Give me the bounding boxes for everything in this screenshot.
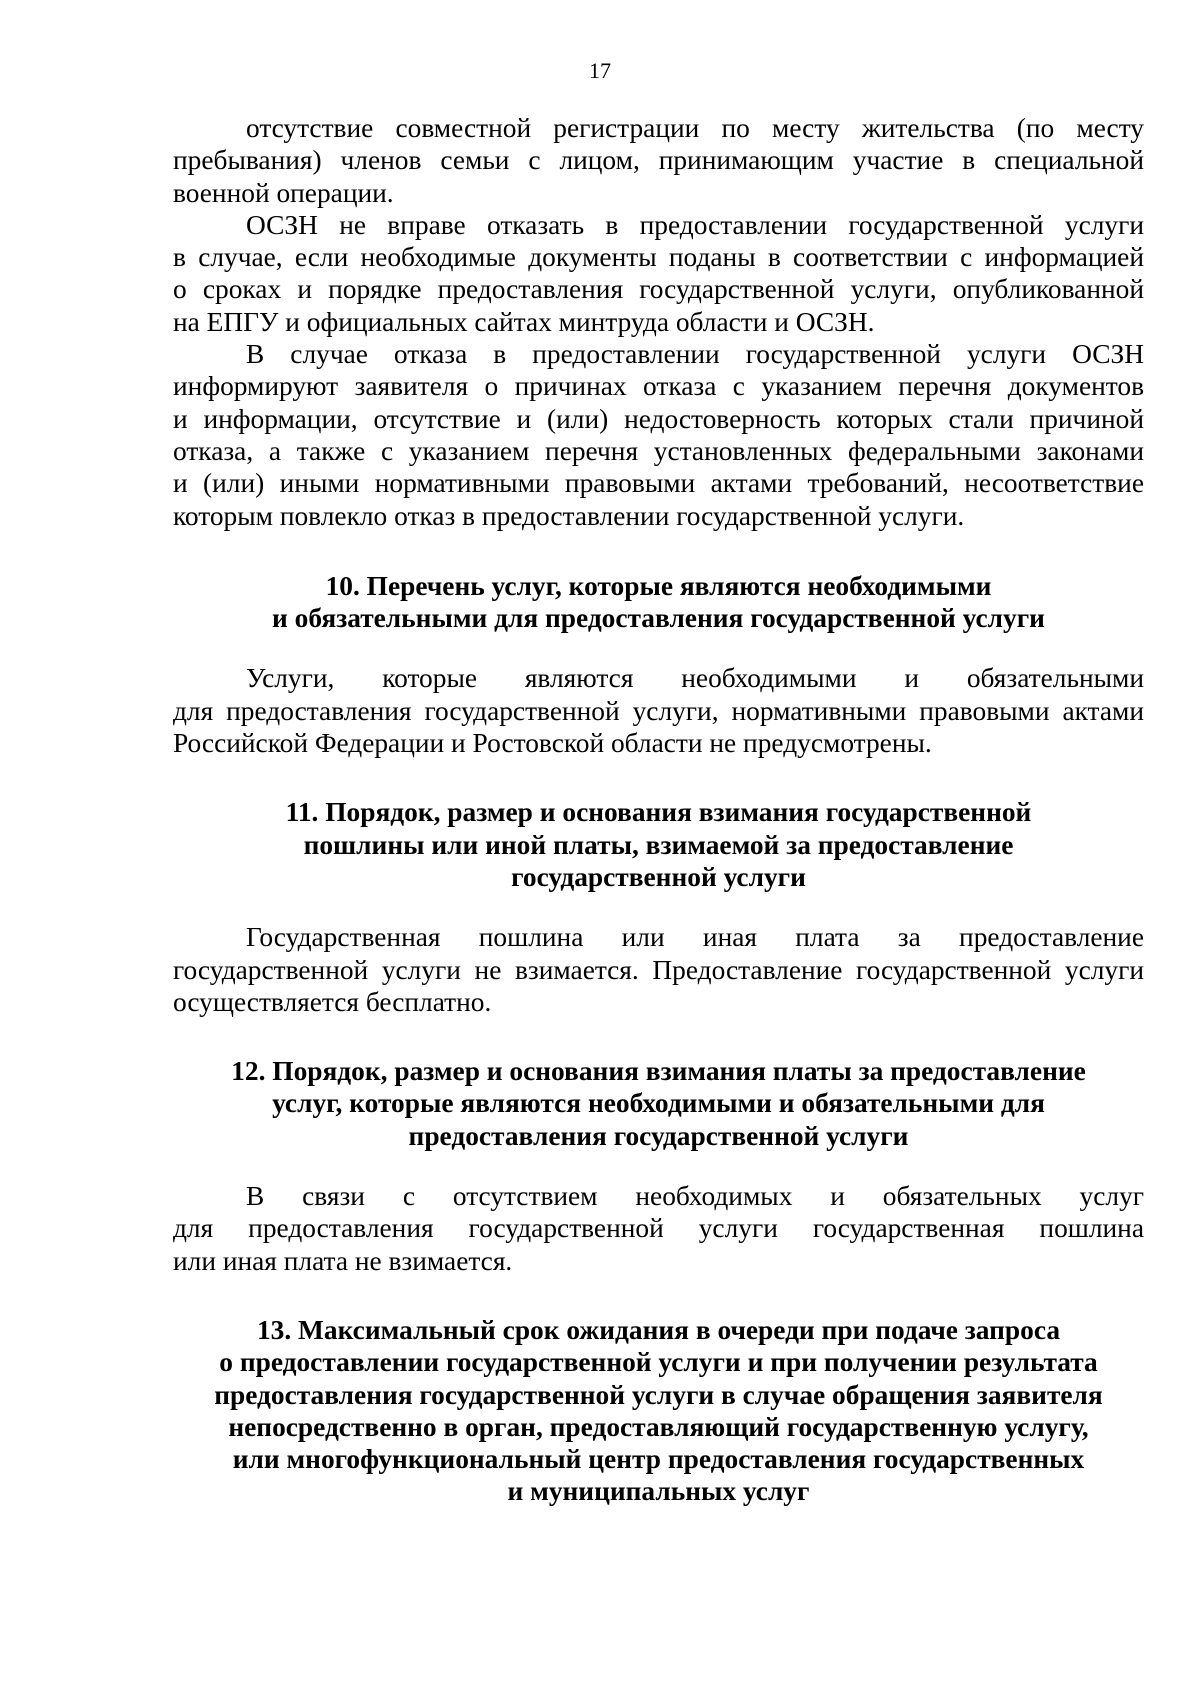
- text-line: государственной услуги не взимается. Предоставление государственной услуги: [173, 954, 1144, 985]
- heading-line: о предоставлении государственной услуги и при получении результата: [219, 1347, 1098, 1378]
- section-13: [173, 1314, 1144, 1508]
- text-line: ОСЗН не вправе отказать в предоставлении государственной услуги: [246, 209, 1144, 240]
- text-line: которым повлекло отказ в предоставлении государственной услуги.: [173, 500, 965, 531]
- section-heading: [173, 796, 1144, 893]
- paragraph-1: [173, 112, 1144, 209]
- text-line: военной операции.: [173, 177, 394, 208]
- heading-line: непосредственно в орган, предоставляющий государственную услугу,: [228, 1411, 1089, 1442]
- text-line: Услуги, которые являются необходимыми и обязательными: [246, 663, 1144, 694]
- section-heading: [173, 1314, 1144, 1508]
- section-11: [173, 796, 1144, 1018]
- paragraph-3: [173, 338, 1144, 532]
- text-line: Государственная пошлина или иная плата за предоставление: [246, 922, 1144, 953]
- heading-line: или многофункциональный центр предоставления государственных: [232, 1444, 1085, 1475]
- section-body: [173, 921, 1144, 1018]
- section-heading: [173, 570, 1144, 635]
- paragraph-2: [173, 209, 1144, 338]
- text-line: информируют заявителя о причинах отказа с указанием перечня документов: [173, 371, 1144, 402]
- text-line: осуществляется бесплатно.: [173, 986, 492, 1017]
- section-body: [173, 1180, 1144, 1277]
- text-line: на ЕПГУ и официальных сайтах минтруда области и ОСЗН.: [173, 306, 875, 337]
- text-line: отказа, а также с указанием перечня установленных федеральными законами: [173, 435, 1144, 466]
- text-line: в случае, если необходимые документы поданы в соответствии с информацией: [173, 242, 1144, 273]
- text-line: и (или) иными нормативными правовыми актами требований, несоответствие: [173, 468, 1144, 499]
- heading-line: предоставления государственной услуги: [408, 1120, 909, 1151]
- heading-line: пошлины или иной платы, взимаемой за предоставление: [303, 829, 1014, 860]
- text-line: отсутствие совместной регистрации по месту жительства (по месту: [246, 113, 1144, 143]
- text-line: о сроках и порядке предоставления государственной услуги, опубликованной: [173, 274, 1144, 305]
- heading-line: 12. Порядок, размер и основания взимания платы за предоставление: [231, 1056, 1086, 1087]
- text-line: для предоставления государственной услуги государственная пошлина: [173, 1213, 1144, 1244]
- section-heading: [173, 1055, 1144, 1152]
- page-number: 17: [589, 58, 611, 83]
- text-line: и информации, отсутствие и (или) недостоверность которых стали причиной: [173, 403, 1144, 434]
- text-line: для предоставления государственной услуги, нормативными правовыми актами: [173, 695, 1144, 726]
- text-line: Российской Федерации и Ростовской области не предусмотрены.: [173, 728, 932, 759]
- heading-line: 13. Максимальный срок ожидания в очереди при подаче запроса: [256, 1314, 1061, 1345]
- heading-line: предоставления государственной услуги в случае обращения заявителя: [214, 1379, 1103, 1410]
- text-line: или иная плата не взимается.: [173, 1245, 513, 1276]
- section-10: [173, 570, 1144, 759]
- heading-line: 11. Порядок, размер и основания взимания государственной: [285, 797, 1032, 828]
- heading-line: услуг, которые являются необходимыми и обязательными для: [272, 1088, 1045, 1119]
- text-line: В случае отказа в предоставлении государственной услуги ОСЗН: [246, 339, 1144, 370]
- heading-line: и муниципальных услуг: [507, 1476, 810, 1507]
- heading-line: и обязательными для предоставления государственной услуги: [272, 603, 1045, 634]
- section-12: [173, 1055, 1144, 1277]
- document-content: [173, 112, 1144, 1508]
- text-line: В связи с отсутствием необходимых и обязательных услуг: [246, 1181, 1144, 1212]
- heading-line: 10. Перечень услуг, которые являются необходимыми: [325, 570, 992, 601]
- heading-line: государственной услуги: [511, 861, 806, 892]
- section-body: [173, 662, 1144, 759]
- text-line: пребывания) членов семьи с лицом, принимающим участие в специальной: [173, 145, 1144, 176]
